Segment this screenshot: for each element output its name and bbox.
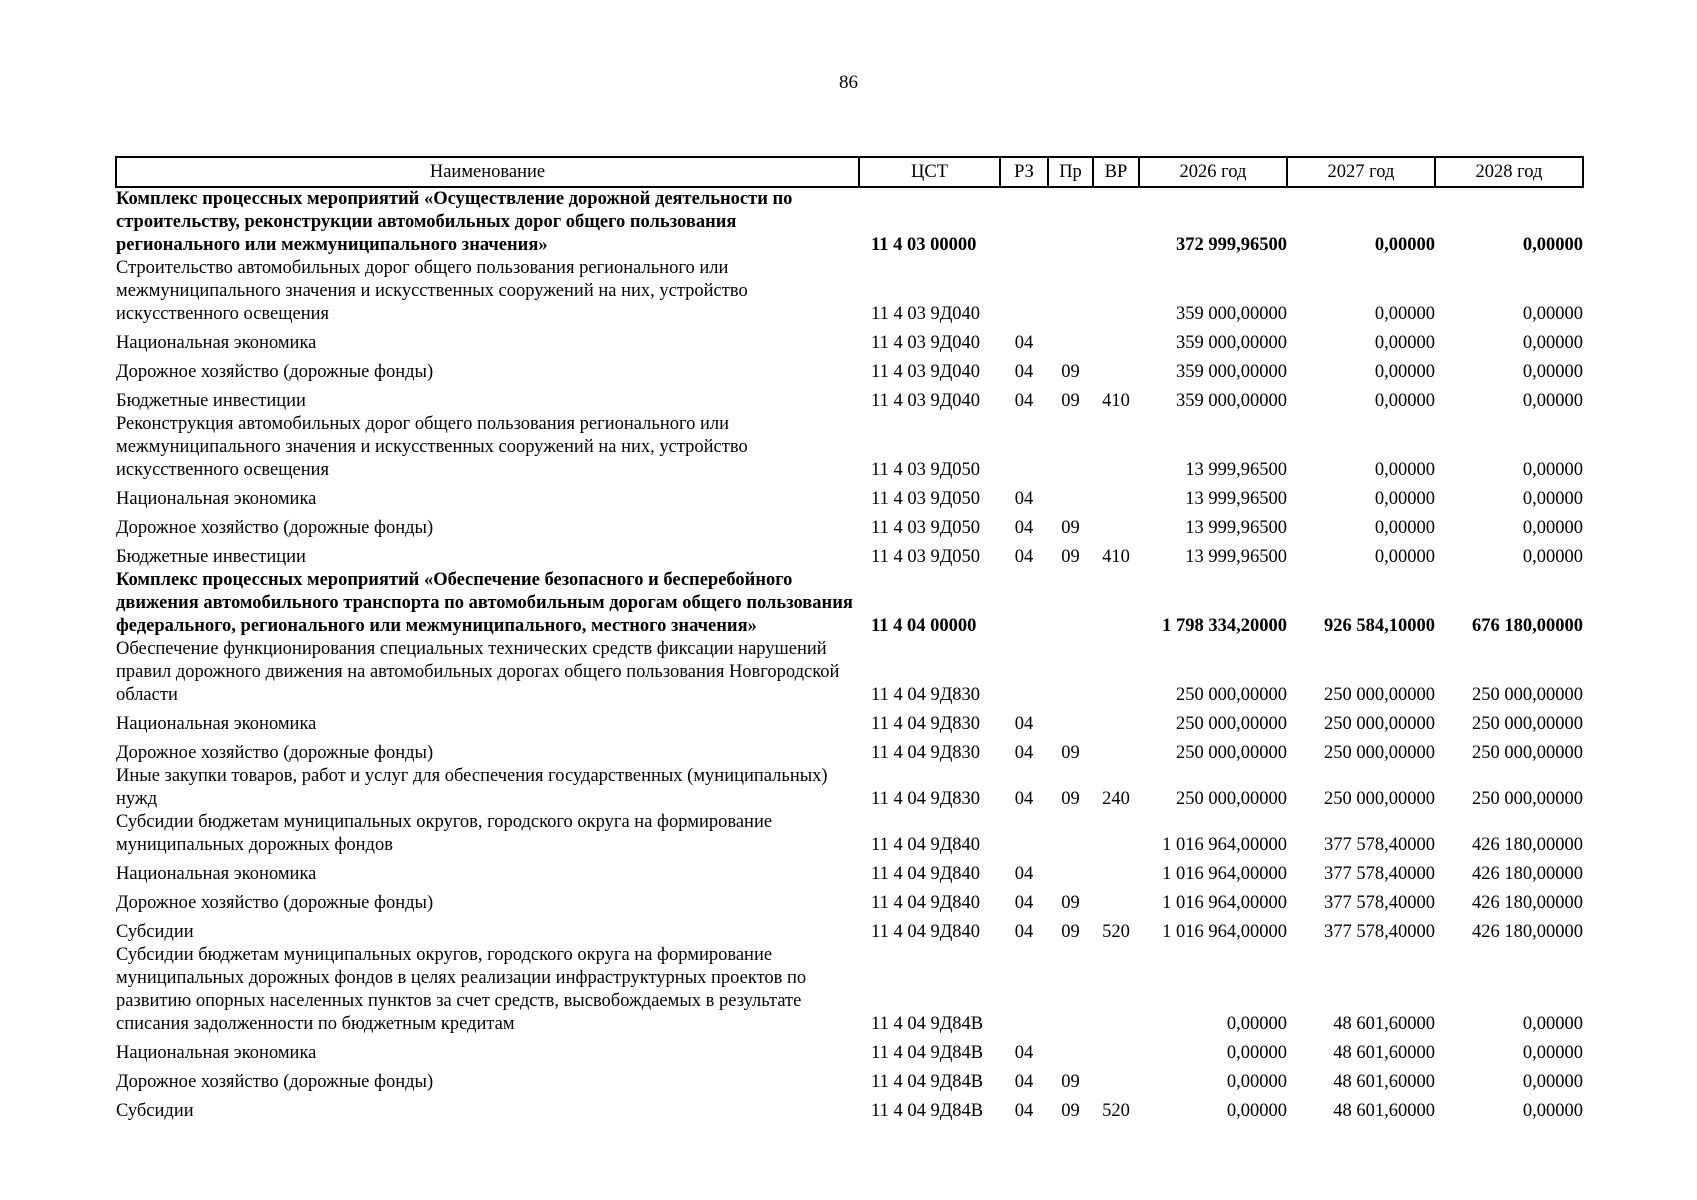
row-vr — [1093, 326, 1139, 355]
row-2026: 1 016 964,00000 — [1162, 922, 1287, 942]
row-pr: 09 — [1061, 922, 1080, 942]
row-cst: 11 4 03 9Д050 — [871, 489, 981, 509]
row-vr — [1093, 569, 1139, 638]
header-name: Наименование — [116, 157, 859, 187]
row-rz: 04 — [1014, 362, 1034, 382]
row-rz: 04 — [1014, 1101, 1034, 1121]
row-2027: 0,00000 — [1374, 304, 1435, 324]
row-rz — [1000, 187, 1048, 257]
row-2028: 0,00000 — [1522, 547, 1583, 567]
row-name: Строительство автомобильных дорог общего пользования регионального или межмуниципального значения и искусственных сооружений на них, устройство искусственного освещения — [116, 258, 748, 324]
row-rz: 04 — [1014, 518, 1034, 538]
row-name: Субсидии бюджетам муниципальных округов, городского округа на формирование муниципальных дорожных фондов в целях реализации инфраструктурных проектов по развитию опорных населенных пунктов за счет средств, высвобождаемых в результате списания задолженности по бюджетным кредитам — [116, 945, 807, 1034]
row-2028: 250 000,00000 — [1472, 685, 1583, 705]
row-2026: 250 000,00000 — [1176, 714, 1287, 734]
header-cst: ЦСТ — [859, 157, 1000, 187]
row-2027: 250 000,00000 — [1324, 714, 1435, 734]
row-vr — [1093, 355, 1139, 384]
row-pr — [1048, 811, 1093, 857]
row-2026: 250 000,00000 — [1176, 743, 1287, 763]
row-2028: 250 000,00000 — [1472, 714, 1583, 734]
table-row — [116, 765, 1583, 811]
table-row — [116, 355, 1583, 384]
table-row — [116, 707, 1583, 736]
row-pr — [1048, 326, 1093, 355]
row-2027: 0,00000 — [1374, 489, 1435, 509]
row-2027: 48 601,60000 — [1333, 1072, 1435, 1092]
row-vr — [1093, 1036, 1139, 1065]
table-row — [116, 1065, 1583, 1094]
row-name: Комплекс процессных мероприятий «Обеспечение безопасного и бесперебойного движения автомобильного транспорта по автомобильным дорогам общего пользования федерального, регионального или межмуниципального, местного значения» — [116, 570, 853, 636]
row-rz: 04 — [1014, 489, 1034, 509]
header-pr: Пр — [1048, 157, 1093, 187]
row-2027: 250 000,00000 — [1324, 743, 1435, 763]
row-2028: 676 180,00000 — [1472, 616, 1583, 636]
row-pr: 09 — [1061, 362, 1080, 382]
row-2026: 13 999,96500 — [1185, 460, 1287, 480]
row-name: Иные закупки товаров, работ и услуг для обеспечения государственных (муниципальных) нужд — [116, 766, 828, 809]
row-vr — [1093, 638, 1139, 707]
row-rz: 04 — [1014, 391, 1034, 411]
row-pr — [1048, 1036, 1093, 1065]
row-pr — [1048, 707, 1093, 736]
row-pr — [1048, 413, 1093, 482]
row-cst: 11 4 04 9Д830 — [871, 743, 981, 763]
row-name: Национальная экономика — [116, 333, 317, 353]
row-rz — [1000, 944, 1048, 1036]
row-2027: 48 601,60000 — [1333, 1101, 1435, 1121]
row-rz — [1000, 811, 1048, 857]
row-2027: 0,00000 — [1374, 333, 1435, 353]
row-name: Реконструкция автомобильных дорог общего пользования регионального или межмуниципального значения и искусственных сооружений на них, устройство искусственного освещения — [116, 414, 748, 480]
row-2028: 426 180,00000 — [1472, 835, 1583, 855]
row-2028: 0,00000 — [1522, 1072, 1583, 1092]
row-name: Национальная экономика — [116, 714, 317, 734]
row-pr — [1048, 187, 1093, 257]
table-row — [116, 886, 1583, 915]
row-cst: 11 4 04 00000 — [871, 616, 977, 636]
page-number: 86 — [839, 72, 858, 93]
row-2028: 0,00000 — [1522, 1014, 1583, 1034]
row-cst: 11 4 03 00000 — [871, 235, 977, 255]
row-name: Национальная экономика — [116, 864, 317, 884]
row-2028: 250 000,00000 — [1472, 743, 1583, 763]
table-row — [116, 915, 1583, 944]
row-vr — [1093, 811, 1139, 857]
row-cst: 11 4 03 9Д050 — [871, 518, 981, 538]
row-rz — [1000, 413, 1048, 482]
row-name: Дорожное хозяйство (дорожные фонды) — [116, 743, 434, 763]
row-name: Дорожное хозяйство (дорожные фонды) — [116, 1072, 434, 1092]
row-cst: 11 4 03 9Д050 — [871, 547, 981, 567]
row-2027: 250 000,00000 — [1324, 789, 1435, 809]
row-pr: 09 — [1061, 518, 1080, 538]
table-row — [116, 1094, 1583, 1123]
row-2028: 0,00000 — [1522, 1043, 1583, 1063]
row-2026: 1 016 964,00000 — [1162, 835, 1287, 855]
row-2028: 426 180,00000 — [1472, 893, 1583, 913]
row-2027: 0,00000 — [1374, 362, 1435, 382]
row-2026: 250 000,00000 — [1176, 685, 1287, 705]
row-vr — [1093, 1065, 1139, 1094]
row-2027: 48 601,60000 — [1333, 1043, 1435, 1063]
row-pr: 09 — [1061, 789, 1080, 809]
row-pr: 09 — [1061, 743, 1080, 763]
row-2026: 0,00000 — [1226, 1014, 1287, 1034]
row-vr — [1093, 944, 1139, 1036]
row-pr — [1048, 482, 1093, 511]
row-2027: 0,00000 — [1374, 391, 1435, 411]
table-row — [116, 540, 1583, 569]
header-2027: 2027 год — [1287, 157, 1435, 187]
row-2026: 13 999,96500 — [1185, 518, 1287, 538]
row-vr — [1093, 707, 1139, 736]
row-rz — [1000, 257, 1048, 326]
row-rz: 04 — [1014, 893, 1034, 913]
row-cst: 11 4 04 9Д84В — [871, 1043, 984, 1063]
row-rz: 04 — [1014, 743, 1034, 763]
row-name: Бюджетные инвестиции — [116, 547, 306, 567]
row-rz — [1000, 569, 1048, 638]
row-cst: 11 4 03 9Д050 — [871, 460, 981, 480]
row-pr — [1048, 257, 1093, 326]
row-cst: 11 4 04 9Д830 — [871, 714, 981, 734]
row-rz: 04 — [1014, 864, 1034, 884]
row-pr: 09 — [1061, 391, 1080, 411]
row-name: Дорожное хозяйство (дорожные фонды) — [116, 518, 434, 538]
row-cst: 11 4 03 9Д040 — [871, 304, 981, 324]
row-2026: 13 999,96500 — [1185, 547, 1287, 567]
row-pr — [1048, 857, 1093, 886]
row-pr: 09 — [1061, 547, 1080, 567]
table-row — [116, 384, 1583, 413]
row-2027: 377 578,40000 — [1324, 893, 1435, 913]
row-2028: 0,00000 — [1522, 235, 1583, 255]
row-2028: 426 180,00000 — [1472, 864, 1583, 884]
row-2028: 250 000,00000 — [1472, 789, 1583, 809]
row-2027: 0,00000 — [1374, 460, 1435, 480]
row-name: Национальная экономика — [116, 489, 317, 509]
row-name: Субсидии бюджетам муниципальных округов, городского округа на формирование муниципальных дорожных фондов — [116, 812, 773, 855]
row-pr — [1048, 638, 1093, 707]
row-name: Бюджетные инвестиции — [116, 391, 306, 411]
row-vr: 410 — [1102, 547, 1130, 567]
row-rz: 04 — [1014, 1043, 1034, 1063]
row-2026: 13 999,96500 — [1185, 489, 1287, 509]
row-2026: 372 999,96500 — [1176, 235, 1287, 255]
row-name: Дорожное хозяйство (дорожные фонды) — [116, 362, 434, 382]
row-2026: 359 000,00000 — [1176, 304, 1287, 324]
row-2028: 0,00000 — [1522, 518, 1583, 538]
row-name: Дорожное хозяйство (дорожные фонды) — [116, 893, 434, 913]
row-cst: 11 4 04 9Д84В — [871, 1014, 984, 1034]
row-2027: 0,00000 — [1374, 547, 1435, 567]
row-cst: 11 4 04 9Д84В — [871, 1101, 984, 1121]
row-cst: 11 4 04 9Д830 — [871, 789, 981, 809]
row-2028: 0,00000 — [1522, 460, 1583, 480]
row-2026: 250 000,00000 — [1176, 789, 1287, 809]
row-pr: 09 — [1061, 893, 1080, 913]
row-vr: 520 — [1102, 1101, 1130, 1121]
row-vr — [1093, 857, 1139, 886]
row-vr — [1093, 413, 1139, 482]
table-row — [116, 511, 1583, 540]
row-2027: 377 578,40000 — [1324, 922, 1435, 942]
row-2027: 250 000,00000 — [1324, 685, 1435, 705]
row-2028: 0,00000 — [1522, 391, 1583, 411]
row-rz: 04 — [1014, 333, 1034, 353]
header-rz: РЗ — [1000, 157, 1048, 187]
row-2028: 0,00000 — [1522, 1101, 1583, 1121]
row-cst: 11 4 04 9Д840 — [871, 835, 981, 855]
row-2026: 359 000,00000 — [1176, 362, 1287, 382]
row-2026: 1 798 334,20000 — [1162, 616, 1287, 636]
row-cst: 11 4 04 9Д840 — [871, 864, 981, 884]
row-pr: 09 — [1061, 1072, 1080, 1092]
row-rz — [1000, 638, 1048, 707]
table-row — [116, 811, 1583, 857]
row-2027: 0,00000 — [1374, 235, 1435, 255]
table-row — [116, 413, 1583, 482]
row-cst: 11 4 03 9Д040 — [871, 391, 981, 411]
row-rz: 04 — [1014, 714, 1034, 734]
row-vr: 240 — [1102, 789, 1130, 809]
row-vr — [1093, 482, 1139, 511]
header-vr: ВР — [1093, 157, 1139, 187]
row-name: Субсидии — [116, 1101, 194, 1121]
row-vr — [1093, 257, 1139, 326]
row-2027: 377 578,40000 — [1324, 835, 1435, 855]
table-row — [116, 326, 1583, 355]
row-2026: 0,00000 — [1226, 1043, 1287, 1063]
row-2028: 426 180,00000 — [1472, 922, 1583, 942]
row-name: Субсидии — [116, 922, 194, 942]
table-body — [116, 187, 1583, 1123]
header-2028: 2028 год — [1435, 157, 1583, 187]
row-2027: 926 584,10000 — [1324, 616, 1435, 636]
row-2027: 48 601,60000 — [1333, 1014, 1435, 1034]
row-2026: 359 000,00000 — [1176, 391, 1287, 411]
table-row — [116, 257, 1583, 326]
row-2028: 0,00000 — [1522, 304, 1583, 324]
row-2028: 0,00000 — [1522, 489, 1583, 509]
row-vr: 410 — [1102, 391, 1130, 411]
row-vr — [1093, 886, 1139, 915]
budget-table — [115, 156, 1584, 1123]
row-cst: 11 4 04 9Д830 — [871, 685, 981, 705]
table-row — [116, 187, 1583, 257]
row-name: Национальная экономика — [116, 1043, 317, 1063]
table-row — [116, 482, 1583, 511]
row-2028: 0,00000 — [1522, 333, 1583, 353]
row-2026: 0,00000 — [1226, 1101, 1287, 1121]
row-pr: 09 — [1061, 1101, 1080, 1121]
row-name: Комплекс процессных мероприятий «Осуществление дорожной деятельности по строительству, реконструкции автомобильных дорог общего пользования регионального или межмуниципального значения» — [116, 189, 793, 255]
row-name: Обеспечение функционирования специальных технических средств фиксации нарушений правил дорожного движения на автомобильных дорогах общего пользования Новгородской области — [116, 639, 840, 705]
table-row — [116, 638, 1583, 707]
row-cst: 11 4 03 9Д040 — [871, 333, 981, 353]
row-cst: 11 4 04 9Д84В — [871, 1072, 984, 1092]
row-vr — [1093, 736, 1139, 765]
row-vr — [1093, 187, 1139, 257]
row-pr — [1048, 944, 1093, 1036]
table-row — [116, 736, 1583, 765]
row-rz: 04 — [1014, 547, 1034, 567]
table-row — [116, 569, 1583, 638]
row-rz: 04 — [1014, 922, 1034, 942]
row-cst: 11 4 04 9Д840 — [871, 922, 981, 942]
row-vr: 520 — [1102, 922, 1130, 942]
table-header — [116, 157, 1583, 187]
row-2027: 377 578,40000 — [1324, 864, 1435, 884]
row-pr — [1048, 569, 1093, 638]
row-2027: 0,00000 — [1374, 518, 1435, 538]
row-2026: 1 016 964,00000 — [1162, 893, 1287, 913]
row-vr — [1093, 511, 1139, 540]
table-row — [116, 857, 1583, 886]
table-row — [116, 944, 1583, 1036]
row-2026: 1 016 964,00000 — [1162, 864, 1287, 884]
row-rz: 04 — [1014, 789, 1034, 809]
table-row — [116, 1036, 1583, 1065]
row-2028: 0,00000 — [1522, 362, 1583, 382]
header-2026: 2026 год — [1139, 157, 1287, 187]
row-rz: 04 — [1014, 1072, 1034, 1092]
row-cst: 11 4 04 9Д840 — [871, 893, 981, 913]
row-cst: 11 4 03 9Д040 — [871, 362, 981, 382]
row-2026: 359 000,00000 — [1176, 333, 1287, 353]
row-2026: 0,00000 — [1226, 1072, 1287, 1092]
